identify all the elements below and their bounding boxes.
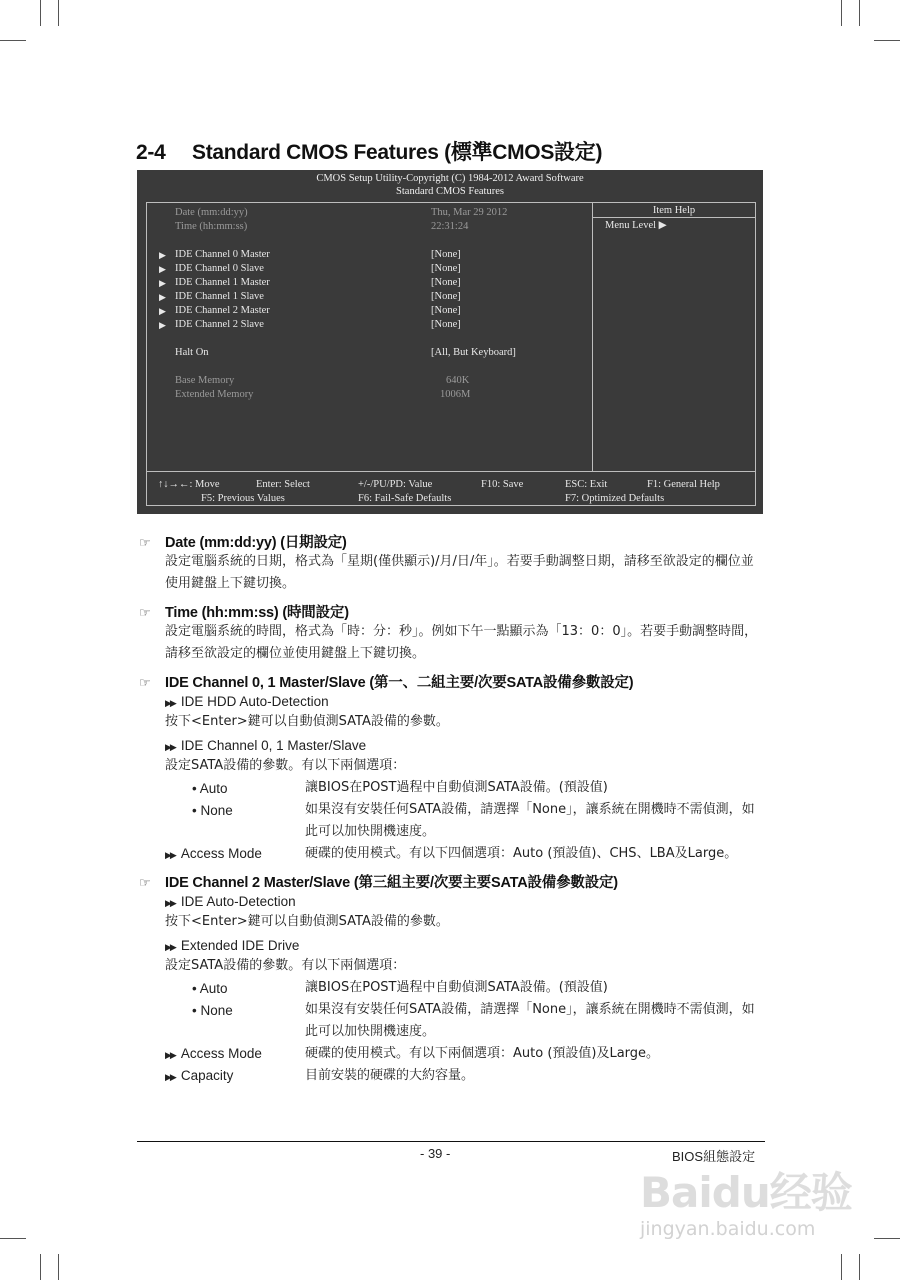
bios-row-extended-memory xyxy=(147,388,587,402)
bios-row-ide2-slave[interactable] xyxy=(147,318,587,332)
pointing-hand-icon: ☞ xyxy=(139,535,151,550)
submenu-arrow-icon: ▶ xyxy=(159,292,166,302)
section-heading-ide01 xyxy=(139,671,633,692)
row-label: Halt On xyxy=(175,347,209,358)
row-label: Base Memory xyxy=(175,375,235,386)
section-body-date: 設定電腦系統的日期，格式為「星期(僅供顯示)/月/日/年」。若要手動調整日期，請移至欲設定的欄位並使用鍵盤上下鍵切換。 xyxy=(165,554,754,591)
option-auto-desc: 讓BIOS在POST過程中自動偵測SATA設備。(預設值) xyxy=(305,780,608,795)
subitem-label: Access Mode xyxy=(180,1046,262,1061)
section-heading-date xyxy=(139,531,347,552)
bios-row-ide1-slave[interactable] xyxy=(147,290,587,304)
double-arrow-icon: ▶▶ xyxy=(165,1072,175,1082)
bios-row-ide0-slave[interactable] xyxy=(147,262,587,276)
row-label: Date (mm:dd:yy) xyxy=(175,207,248,218)
heading-text: IDE Channel 2 Master/Slave (第三組主要/次要主要SATA設備參數設定) xyxy=(165,875,618,891)
subitem-ide-auto-detection xyxy=(165,894,296,909)
key-hint-move: ↑↓→←: Move xyxy=(158,479,220,490)
subitem-capacity xyxy=(165,1068,233,1083)
option-auto: • Auto xyxy=(192,981,228,996)
bios-divider xyxy=(592,203,593,471)
crop-mark xyxy=(40,0,41,26)
bios-copyright: CMOS Setup Utility-Copyright (C) 1984-2012 Award Software xyxy=(316,173,584,184)
row-value: [None] xyxy=(431,249,461,260)
row-label: IDE Channel 0 Slave xyxy=(175,263,264,274)
bios-row-ide0-master[interactable] xyxy=(147,248,587,262)
subitem-ide-hdd-auto-detection xyxy=(165,694,329,709)
page-number: - 39 - xyxy=(420,1146,451,1161)
double-arrow-icon: ▶▶ xyxy=(165,850,175,860)
subitem-desc: 設定SATA設備的參數。有以下兩個選項： xyxy=(165,958,406,973)
pointing-hand-icon: ☞ xyxy=(139,605,151,620)
bios-row-time[interactable] xyxy=(147,220,587,234)
bios-row-ide2-master[interactable] xyxy=(147,304,587,318)
double-arrow-icon: ▶▶ xyxy=(165,742,175,752)
row-value: 640K xyxy=(446,375,470,386)
row-value: [None] xyxy=(431,319,461,330)
row-label: IDE Channel 0 Master xyxy=(175,249,270,260)
key-hint-save: F10: Save xyxy=(481,479,524,490)
key-hint-help: F1: General Help xyxy=(647,479,720,490)
heading-text: Date (mm:dd:yy) (日期設定) xyxy=(165,535,347,551)
pointing-hand-icon: ☞ xyxy=(139,675,151,690)
heading-text: IDE Channel 0, 1 Master/Slave (第一、二組主要/次要SATA設備參數設定) xyxy=(165,675,634,691)
double-arrow-icon: ▶▶ xyxy=(165,942,175,952)
crop-mark xyxy=(874,1238,900,1239)
crop-mark xyxy=(58,0,59,26)
double-arrow-icon: ▶▶ xyxy=(165,898,175,908)
subitem-access-mode xyxy=(165,846,262,861)
bios-header xyxy=(137,170,763,198)
row-value: [None] xyxy=(431,305,461,316)
subitem-label: Access Mode xyxy=(180,846,262,861)
access-mode-desc: 硬碟的使用模式。有以下兩個選項：Auto (預設值)及Large。 xyxy=(305,1046,660,1061)
key-hint-exit: ESC: Exit xyxy=(565,479,608,490)
row-value: [None] xyxy=(431,291,461,302)
row-label: IDE Channel 1 Slave xyxy=(175,291,264,302)
subitem-desc: 按下<Enter>鍵可以自動偵測SATA設備的參數。 xyxy=(165,714,449,729)
subitem-desc: 設定SATA設備的參數。有以下兩個選項： xyxy=(165,758,406,773)
section-heading-time xyxy=(139,601,349,622)
row-label: IDE Channel 1 Master xyxy=(175,277,270,288)
crop-mark xyxy=(0,40,26,41)
watermark-logo: Baidu经验 xyxy=(640,1168,852,1217)
row-label: Extended Memory xyxy=(175,389,254,400)
section-number: 2-4 xyxy=(136,141,166,164)
submenu-arrow-icon: ▶ xyxy=(159,264,166,274)
option-auto: • Auto xyxy=(192,781,228,796)
submenu-arrow-icon: ▶ xyxy=(159,320,166,330)
row-value: [All, But Keyboard] xyxy=(431,347,516,358)
submenu-arrow-icon: ▶ xyxy=(159,306,166,316)
subitem-label: IDE HDD Auto-Detection xyxy=(180,694,329,709)
access-mode-desc: 硬碟的使用模式。有以下四個選項：Auto (預設值)、CHS、LBA及Large。 xyxy=(305,846,738,861)
option-auto-desc: 讓BIOS在POST過程中自動偵測SATA設備。(預設值) xyxy=(305,980,608,995)
submenu-arrow-icon: ▶ xyxy=(159,278,166,288)
bios-divider xyxy=(147,471,755,472)
crop-mark xyxy=(859,0,860,26)
key-hint-select: Enter: Select xyxy=(256,479,310,490)
bios-screen xyxy=(137,170,763,514)
row-value: [None] xyxy=(431,277,461,288)
row-label: IDE Channel 2 Slave xyxy=(175,319,264,330)
item-help-title: Item Help xyxy=(593,204,755,218)
chapter-title: BIOS組態設定 xyxy=(672,1149,756,1164)
crop-mark xyxy=(58,1254,59,1280)
option-none-desc: 如果沒有安裝任何SATA設備，請選擇「None」，讓系統在開機時不需偵測，如此可以加快開機速度。 xyxy=(305,802,755,839)
row-value: 1006M xyxy=(440,389,471,400)
subitem-label: Capacity xyxy=(180,1068,234,1083)
row-value: 22:31:24 xyxy=(431,221,469,232)
heading-text: Time (hh:mm:ss) (時間設定) xyxy=(165,605,349,621)
key-hint-optimized: F7: Optimized Defaults xyxy=(565,493,665,504)
subitem-ide-channel xyxy=(165,738,366,753)
option-none: • None xyxy=(192,803,233,818)
crop-mark xyxy=(874,40,900,41)
bios-row-base-memory xyxy=(147,374,587,388)
double-arrow-icon: ▶▶ xyxy=(165,1050,175,1060)
double-arrow-icon: ▶▶ xyxy=(165,698,175,708)
footer-rule xyxy=(137,1141,765,1142)
option-none: • None xyxy=(192,1003,233,1018)
subitem-label: IDE Auto-Detection xyxy=(180,894,296,909)
option-none-desc: 如果沒有安裝任何SATA設備，請選擇「None」，讓系統在開機時不需偵測，如此可以加快開機速度。 xyxy=(305,1002,755,1039)
submenu-arrow-icon: ▶ xyxy=(159,250,166,260)
bios-row-ide1-master[interactable] xyxy=(147,276,587,290)
crop-mark xyxy=(841,1254,842,1280)
key-hint-previous: F5: Previous Values xyxy=(201,493,285,504)
watermark-url: jingyan.baidu.com xyxy=(640,1218,816,1240)
subitem-extended-ide-drive xyxy=(165,938,299,953)
crop-mark xyxy=(0,1238,26,1239)
crop-mark xyxy=(40,1254,41,1280)
row-value: [None] xyxy=(431,263,461,274)
subitem-label: Extended IDE Drive xyxy=(180,938,300,953)
bios-row-date[interactable] xyxy=(147,206,587,220)
capacity-desc: 目前安裝的硬碟的大約容量。 xyxy=(305,1068,475,1083)
subitem-access-mode xyxy=(165,1046,262,1061)
page-title xyxy=(136,136,776,166)
subitem-desc: 按下<Enter>鍵可以自動偵測SATA設備的參數。 xyxy=(165,914,449,929)
key-hint-value: +/-/PU/PD: Value xyxy=(358,479,433,490)
key-hint-failsafe: F6: Fail-Safe Defaults xyxy=(358,493,452,504)
bios-row-halt-on[interactable] xyxy=(147,346,587,360)
section-body-time: 設定電腦系統的時間，格式為「時：分：秒」。例如下午一點顯示為「13：0：0」。若要手動調整時間，請移至欲設定的欄位並使用鍵盤上下鍵切換。 xyxy=(165,624,758,661)
row-value: Thu, Mar 29 2012 xyxy=(431,207,508,218)
row-label: Time (hh:mm:ss) xyxy=(175,221,248,232)
bios-menu-title: Standard CMOS Features xyxy=(396,186,504,197)
crop-mark xyxy=(859,1254,860,1280)
subitem-label: IDE Channel 0, 1 Master/Slave xyxy=(180,738,367,753)
crop-mark xyxy=(841,0,842,26)
section-heading-ide2 xyxy=(139,871,618,892)
pointing-hand-icon: ☞ xyxy=(139,875,151,890)
section-title: Standard CMOS Features (標準CMOS設定) xyxy=(192,141,603,164)
row-label: IDE Channel 2 Master xyxy=(175,305,270,316)
bios-frame xyxy=(146,202,756,506)
menu-level: Menu Level ▶ xyxy=(605,220,667,231)
